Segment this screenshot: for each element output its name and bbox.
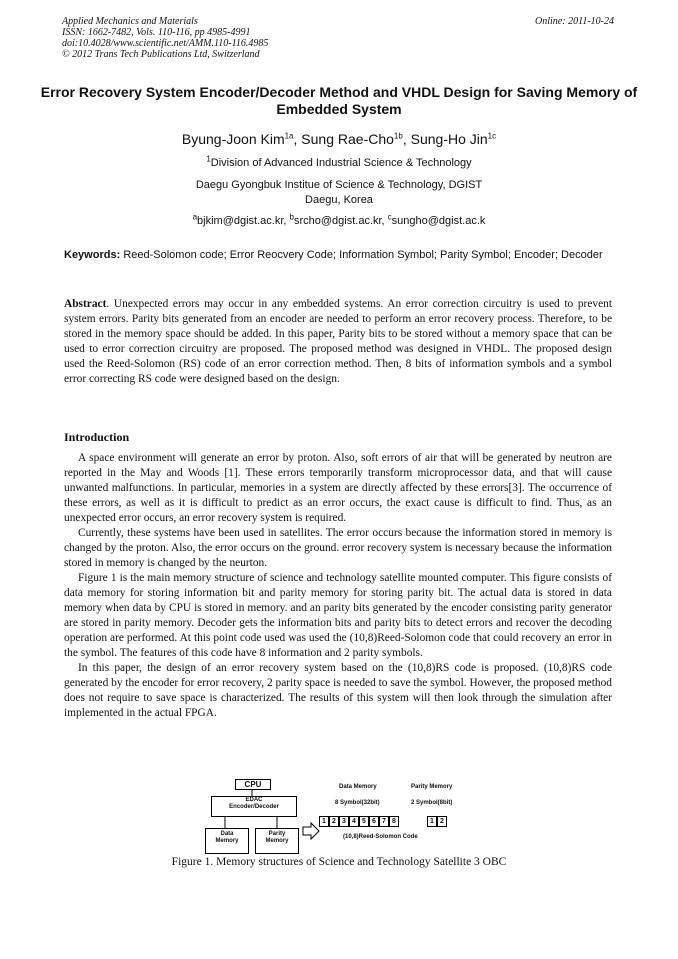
paragraph: A space environment will generate an error by proton. Also, soft errors of air that will be generated by neutron are reported in the May and Woods [1]. These errors temporarily transform microprocessor data, and that will cause unwanted malfunctions. In particular, memories in a system are directly affected by these errors[3]. The occurrence of these errors, as well as it is difficult to predict as an error occurs, the exact cause is difficult to find. Thus, as an unexpected error occurs, an error recovery system is required.	[64, 452, 612, 524]
code-label: (10,8)Reed-Solomon Code	[343, 834, 418, 840]
author-name: Byung-Joon Kim	[181, 131, 285, 147]
edac-box: EDAC Encoder/Decoder	[211, 796, 297, 817]
abstract-text: . Unexpected errors may occur in any embedded systems. An error correction circuitry is used to prevent system errors. Parity bits generated from an encoder are needed to perform an error recovery process. Therefore, to be stored in the memory space should be added. In this paper, Parity bits to be stored without a memory space that can be used to error correction circuitry are proposed. The proposed method was designed in VHDL. The proposed design used the Reed-Solomon (RS) code of an error correction method. Then, 8 bits of information symbols and a symbol error correcting RS code were designed based on the design.	[64, 298, 612, 385]
author-list: Byung-Joon Kim$^{1a}$, Sung Rae-Cho$^{1b}$, Sung-Ho Jin$^{1c}$	[181, 131, 497, 147]
email-line: $^a$bjkim@dgist.ac.kr, $^b$srcho@dgist.ac.kr, $^c$sungho@dgist.ac.k	[192, 212, 486, 227]
data-symbol-cell: 8	[389, 816, 399, 827]
data-symbol-cell: 1	[319, 816, 329, 827]
email-link[interactable]: bjkim@dgist.ac.kr,	[197, 215, 290, 227]
keywords-text: Reed-Solomon code; Error Reocvery Code; Information Symbol; Parity Symbol; Encoder; Decoder	[123, 249, 603, 261]
parity-symbol-cell: 1	[427, 816, 437, 827]
data-symbol-cell: 7	[379, 816, 389, 827]
abstract	[64, 297, 612, 387]
parity-memory-label: Parity Memory	[411, 784, 453, 790]
copyright-line: © 2012 Trans Tech Publications Ltd, Switzerland	[62, 49, 260, 60]
data-symbol-cell: 3	[339, 816, 349, 827]
data-symbol-cell: 6	[369, 816, 379, 827]
paragraph: Figure 1 is the main memory structure of science and technology satellite mounted computer. This figure consists of data memory for storing information bit and parity memory for storing parity bit. The actual data is stored in data memory when data by CPU is stored in memory. and an parity bits generated by the encoder consisting parity generator are stored in parity memory. Decoder gets the information bits and parity bits to detect errors and recover the decoding operation are performed. At this point code used was used the (10,8)Reed-Solomon code that could recovery an error in the symbol. The features of this code have 8 information and 2 parity symbols.	[64, 572, 612, 659]
abstract-label: Abstract	[64, 298, 107, 310]
data-memory-label: Data Memory	[339, 784, 377, 790]
keywords	[64, 248, 612, 262]
journal-name: Applied Mechanics and Materials	[62, 16, 198, 27]
author-sup: 1b	[393, 131, 403, 141]
cpu-box: CPU	[235, 779, 271, 790]
data-memory-box: Data Memory	[205, 828, 249, 854]
paragraph: Currently, these systems have been used in satellites. The error occurs because the information stored in memory is changed by the proton. Also, the error occurs on the ground. error recovery system is necessary because the information stored in memory is changed by the neurton.	[64, 527, 612, 569]
author-name: Sung Rae-Cho	[301, 131, 394, 147]
author-sup: 1c	[487, 131, 497, 141]
email-link[interactable]: sungho@dgist.ac.k	[391, 215, 486, 227]
data-symbol-label: 8 Symbol(32bit)	[335, 800, 380, 806]
issn-line: ISSN: 1662-7482, Vols. 110-116, pp 4985-4991	[62, 27, 251, 38]
affiliation-sup: 1	[206, 154, 211, 164]
author-name: Sung-Ho Jin	[410, 131, 488, 147]
data-symbol-cell: 5	[359, 816, 369, 827]
data-symbol-cell: 4	[349, 816, 359, 827]
online-date: Online: 2011-10-24	[535, 16, 614, 27]
introduction-body	[64, 451, 612, 721]
affiliation-line2: Daegu Gyongbuk Institue of Science & Technology, DGIST	[195, 179, 483, 191]
parity-symbol-label: 2 Symbol(8bit)	[411, 800, 453, 806]
affiliation-line3: Daegu, Korea	[305, 194, 373, 206]
paragraph: In this paper, the design of an error recovery system based on the (10,8)RS code is proposed. (10,8)RS code generated by the encoder for error recovery, 2 parity space is needed to save the symbol. However, the proposed method does not require to save space is characterized. The results of this system will then look through the simulation after implemented in the actual FPGA.	[64, 662, 612, 719]
doi-line: doi:10.4028/www.scientific.net/AMM.110-116.4985	[62, 38, 269, 49]
email-link[interactable]: srcho@dgist.ac.kr,	[293, 215, 388, 227]
data-symbol-cell: 2	[329, 816, 339, 827]
figure-memory-structure	[205, 776, 475, 854]
section-heading: Introduction	[64, 430, 130, 444]
keywords-label: Keywords:	[64, 249, 121, 261]
parity-memory-box: Parity Memory	[255, 828, 299, 854]
author-sup: 1a	[284, 131, 294, 141]
parity-symbol-cell: 2	[437, 816, 447, 827]
figure-caption: Figure 1. Memory structures of Science and Technology Satellite 3 OBC	[171, 856, 507, 868]
journal-header	[62, 16, 268, 60]
affiliation-line1: $^1$Division of Advanced Industrial Science & Technology	[206, 154, 472, 169]
paper-title: Error Recovery System Encoder/Decoder Method and VHDL Design for Saving Memory of Embedded System	[40, 84, 638, 117]
